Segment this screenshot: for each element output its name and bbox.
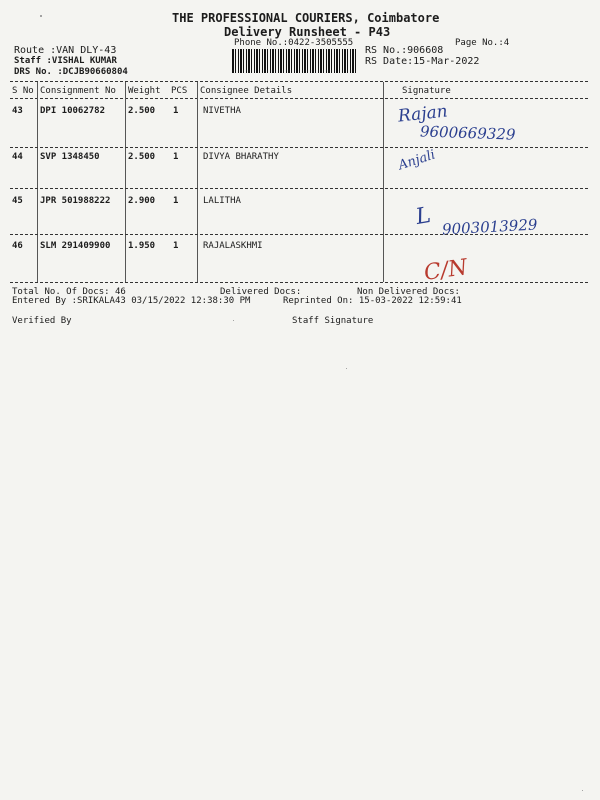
row-pcs: 1	[173, 241, 179, 251]
non-delivered-docs: Non Delivered Docs:	[357, 287, 460, 297]
column-header-consignment: Consignment No	[40, 86, 116, 96]
row-weight: 2.500	[128, 106, 156, 116]
total-docs: Total No. Of Docs: 46	[12, 287, 126, 297]
row-weight: 1.950	[128, 241, 156, 251]
drs-number: DRS No. :DCJB90660804	[14, 67, 128, 77]
row-divider	[10, 234, 588, 235]
row-sno: 45	[12, 196, 23, 206]
entered-by: Entered By :SRIKALA43 03/15/2022 12:38:30 PM	[12, 296, 251, 306]
column-header-weight: Weight	[128, 86, 161, 96]
table-bottom-rule	[10, 282, 588, 283]
page-number: Page No.:4	[455, 38, 510, 48]
handwritten-signature: C/N	[422, 255, 470, 286]
row-pcs: 1	[173, 106, 179, 116]
company-title: THE PROFESSIONAL COURIERS, Coimbatore	[172, 11, 440, 25]
row-consignee: LALITHA	[203, 196, 241, 206]
handwritten-phone-number: 9600669329	[419, 122, 516, 144]
column-header-sno: S No	[12, 86, 34, 96]
handwritten-signature: Rajan	[397, 101, 449, 127]
row-sno: 44	[12, 152, 23, 162]
row-divider	[10, 188, 588, 189]
route-label: Route :VAN DLY-43	[14, 45, 117, 56]
scan-speck	[40, 15, 42, 17]
row-divider	[10, 147, 588, 148]
column-header-pcs: PCS	[171, 86, 188, 96]
table-header-rule	[10, 98, 588, 99]
row-consignee: DIVYA BHARATHY	[203, 152, 279, 162]
row-weight: 2.500	[128, 152, 156, 162]
scan-speck	[346, 368, 347, 369]
row-sno: 46	[12, 241, 23, 251]
phone-number: Phone No.:0422-3505555	[234, 38, 354, 48]
row-consignment: SVP 1348450	[40, 152, 100, 162]
row-weight: 2.900	[128, 196, 156, 206]
scan-speck	[233, 320, 234, 321]
barcode-image	[232, 49, 356, 73]
rs-number: RS No.:906608	[365, 45, 444, 56]
document-title: Delivery Runsheet - P43	[224, 25, 391, 39]
row-consignee: RAJALASKHMI	[203, 241, 263, 251]
handwritten-signature: L	[413, 202, 433, 231]
table-top-rule	[10, 81, 588, 82]
row-consignment: SLM 291409900	[40, 241, 111, 251]
rs-date: RS Date:15-Mar-2022	[365, 56, 480, 67]
row-consignment: JPR 501988222	[40, 196, 111, 206]
handwritten-phone-number: 9003013929	[441, 215, 538, 239]
row-pcs: 1	[173, 152, 179, 162]
column-divider	[37, 82, 38, 282]
row-consignment: DPI 10062782	[40, 106, 106, 116]
column-divider	[383, 82, 384, 282]
column-header-signature: Signature	[402, 86, 451, 96]
row-pcs: 1	[173, 196, 179, 206]
staff-signature: Staff Signature	[292, 316, 374, 326]
staff-label: Staff :VISHAL KUMAR	[14, 56, 117, 66]
delivered-docs: Delivered Docs:	[220, 287, 302, 297]
reprinted-on: Reprinted On: 15-03-2022 12:59:41	[283, 296, 462, 306]
verified-by: Verified By	[12, 316, 72, 326]
row-consignee: NIVETHA	[203, 106, 241, 116]
column-divider	[125, 82, 126, 282]
handwritten-signature: Anjali	[396, 147, 438, 174]
scan-speck	[582, 790, 583, 791]
column-divider	[197, 82, 198, 282]
row-sno: 43	[12, 106, 23, 116]
column-header-consignee: Consignee Details	[200, 86, 293, 96]
